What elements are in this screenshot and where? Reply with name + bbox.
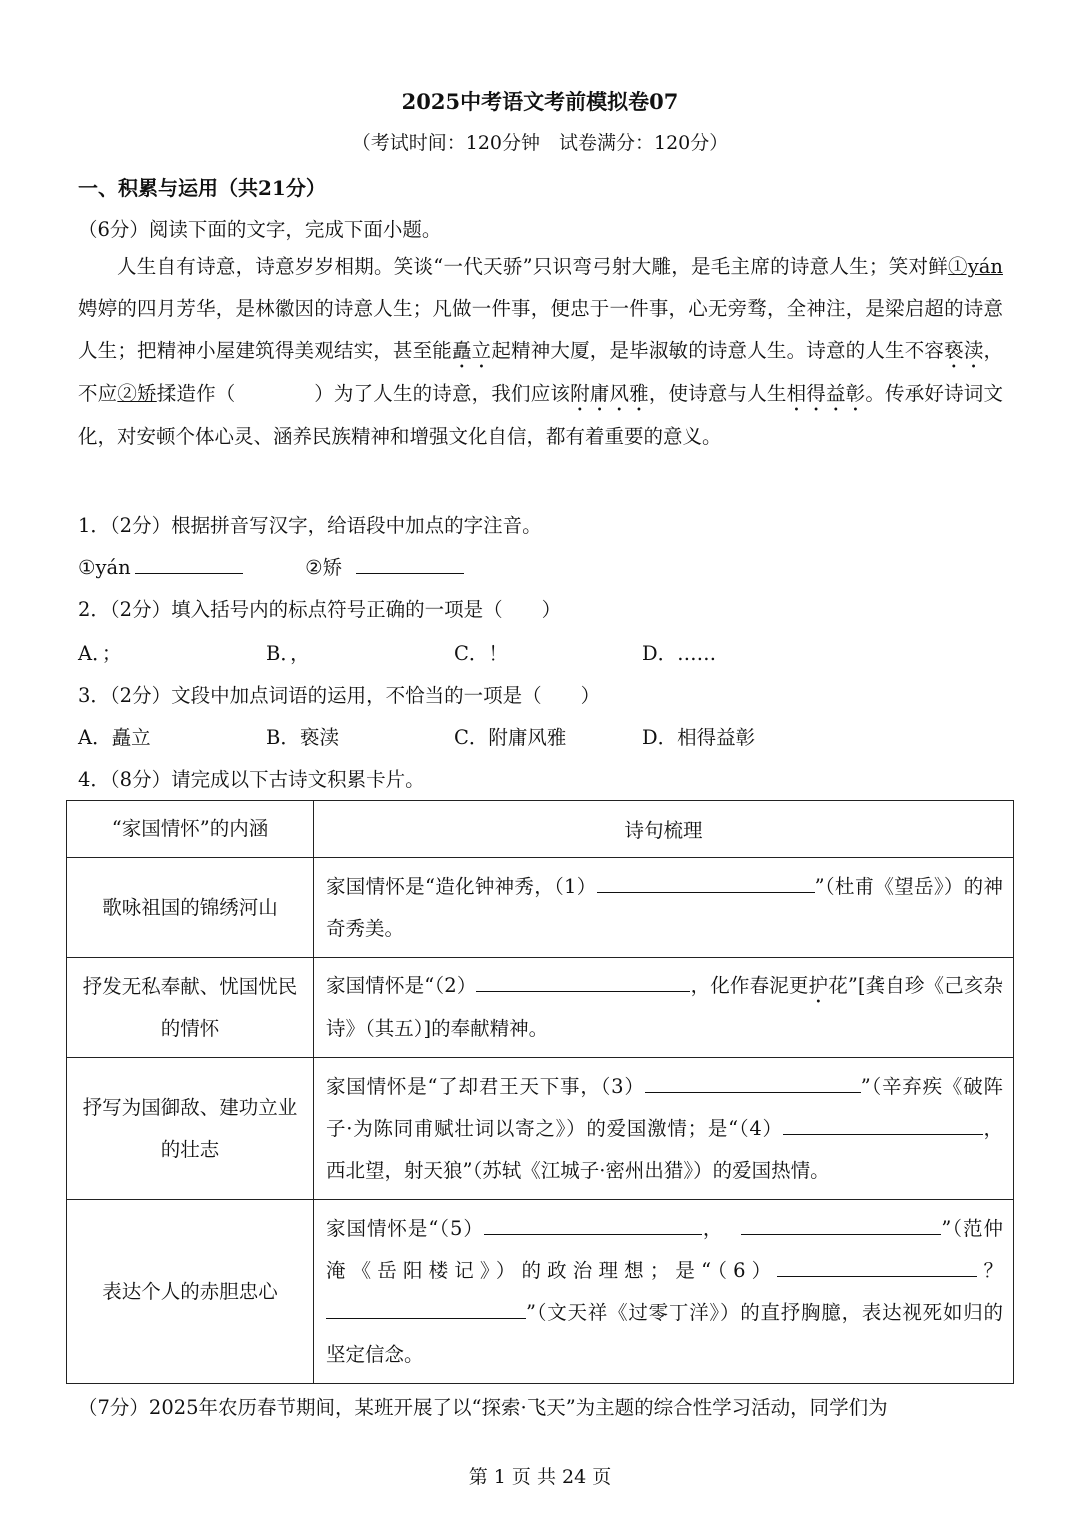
option-d[interactable]: D．……: [642, 642, 717, 665]
row-content: 家国情怀是“（2） ，化作春泥更护花”[龚自珍《己亥杂诗》（其五）]的奉献精神。: [314, 958, 1014, 1058]
answer-blank[interactable]: [597, 874, 815, 893]
answer-blank[interactable]: [777, 1258, 977, 1277]
row-content: 家国情怀是“（5） ， ”（范仲淹《岳阳楼记》）的政治理想；是“（6） ？”（文天祥《过零丁洋》）的直抒胸臆，表达视死如归的坚定信念。: [314, 1200, 1014, 1384]
answer-blank[interactable]: [135, 555, 243, 574]
page-title: 2025中考语文考前模拟卷07: [401, 89, 679, 114]
answer-blank[interactable]: [741, 1216, 941, 1235]
option-b[interactable]: B．，: [266, 642, 310, 665]
reading-passage: 人生自有诗意，诗意岁岁相期。笑谈“一代天骄”只识弯弓射大雕，是毛主席的诗意人生；笑对鲜①yán娉婷的四月芳华，是林徽因的诗意人生；凡做一件事，便忠于一件事，心无旁骛，全神注，是梁启超的诗意人生；把精神小屋建筑得美观结实，甚至能矗立起精神大厦，是毕淑敏的诗意人生。诗意的人生不容亵渎，不应②矫揉造作（ ）为了人生的诗意，我们应该附庸风雅，使诗意与人生相得益彰。传承好诗词文化，对安顿个体心灵、涵养民族精神和增强文化自信，都有着重要的意义。: [78, 255, 1003, 448]
option-b[interactable]: B．亵渎: [266, 726, 339, 749]
option-c[interactable]: C．附庸风雅: [454, 726, 567, 749]
answer-blank[interactable]: [476, 973, 690, 992]
next-question-intro: （7分）2025年农历春节期间，某班开展了以“探索·飞天”为主题的综合性学习活动，同学们为: [78, 1396, 888, 1419]
pinyin-blank-2: ②矫: [117, 382, 157, 405]
answer-blank[interactable]: [783, 1116, 983, 1135]
question-4: 4．（8分）请完成以下古诗文积累卡片。: [78, 768, 425, 791]
dotted-word-2: 亵渎: [944, 339, 984, 362]
dotted-word-1: 矗立: [451, 339, 492, 362]
table-row: [67, 958, 1014, 1058]
table-row: [67, 1200, 1014, 1384]
option-c[interactable]: C．！: [454, 642, 508, 665]
answer-blank[interactable]: [356, 555, 464, 574]
table-row: [67, 1058, 1014, 1200]
page-number: 第 1 页 共 24 页: [468, 1466, 612, 1488]
option-a[interactable]: A．；: [78, 642, 122, 665]
pinyin-blank-1: ①yán: [948, 255, 1003, 278]
exam-subtitle: （考试时间：120分钟 试卷满分：120分）: [351, 132, 729, 154]
poetry-card-table: [66, 800, 1014, 1384]
option-a[interactable]: A．矗立: [78, 726, 151, 749]
row-theme: 歌咏祖国的锦绣河山: [67, 858, 314, 958]
table-header-left: “家国情怀”的内涵: [67, 801, 314, 858]
row-theme: 抒发无私奉献、忧国忧民的情怀: [67, 958, 314, 1058]
section-heading: 一、积累与运用（共21分）: [78, 176, 326, 200]
question-1-answers: ①yán ②矫: [78, 552, 464, 580]
answer-blank[interactable]: [645, 1074, 861, 1093]
table-header-right: 诗句梳理: [314, 801, 1014, 858]
question-1: 1．（2分）根据拼音写汉字，给语段中加点的字注音。: [78, 514, 542, 537]
reading-intro: （6分）阅读下面的文字，完成下面小题。: [78, 218, 442, 241]
question-3: 3．（2分）文段中加点词语的运用，不恰当的一项是（ ）: [78, 684, 601, 707]
answer-blank[interactable]: [484, 1216, 702, 1235]
row-theme: 抒写为国御敌、建功立业的壮志: [67, 1058, 314, 1200]
option-d[interactable]: D．相得益彰: [642, 726, 756, 749]
question-2: 2．（2分）填入括号内的标点符号正确的一项是（ ）: [78, 598, 562, 621]
table-header-row: [67, 801, 1014, 858]
table-row: [67, 858, 1014, 958]
row-content: 家国情怀是“了却君王天下事，（3） ”（辛弃疾《破阵子·为陈同甫赋壮词以寄之》）的爱国激情；是“（4） ，西北望，射天狼”（苏轼《江城子·密州出猎》）的爱国热情。: [314, 1058, 1014, 1200]
dotted-word-3: 附庸风雅: [570, 382, 649, 405]
dotted-word-4: 相得益彰: [786, 382, 866, 405]
answer-blank[interactable]: [326, 1300, 526, 1319]
row-content: 家国情怀是“造化钟神秀，（1） ”（杜甫《望岳》）的神奇秀美。: [314, 858, 1014, 958]
row-theme: 表达个人的赤胆忠心: [67, 1200, 314, 1384]
